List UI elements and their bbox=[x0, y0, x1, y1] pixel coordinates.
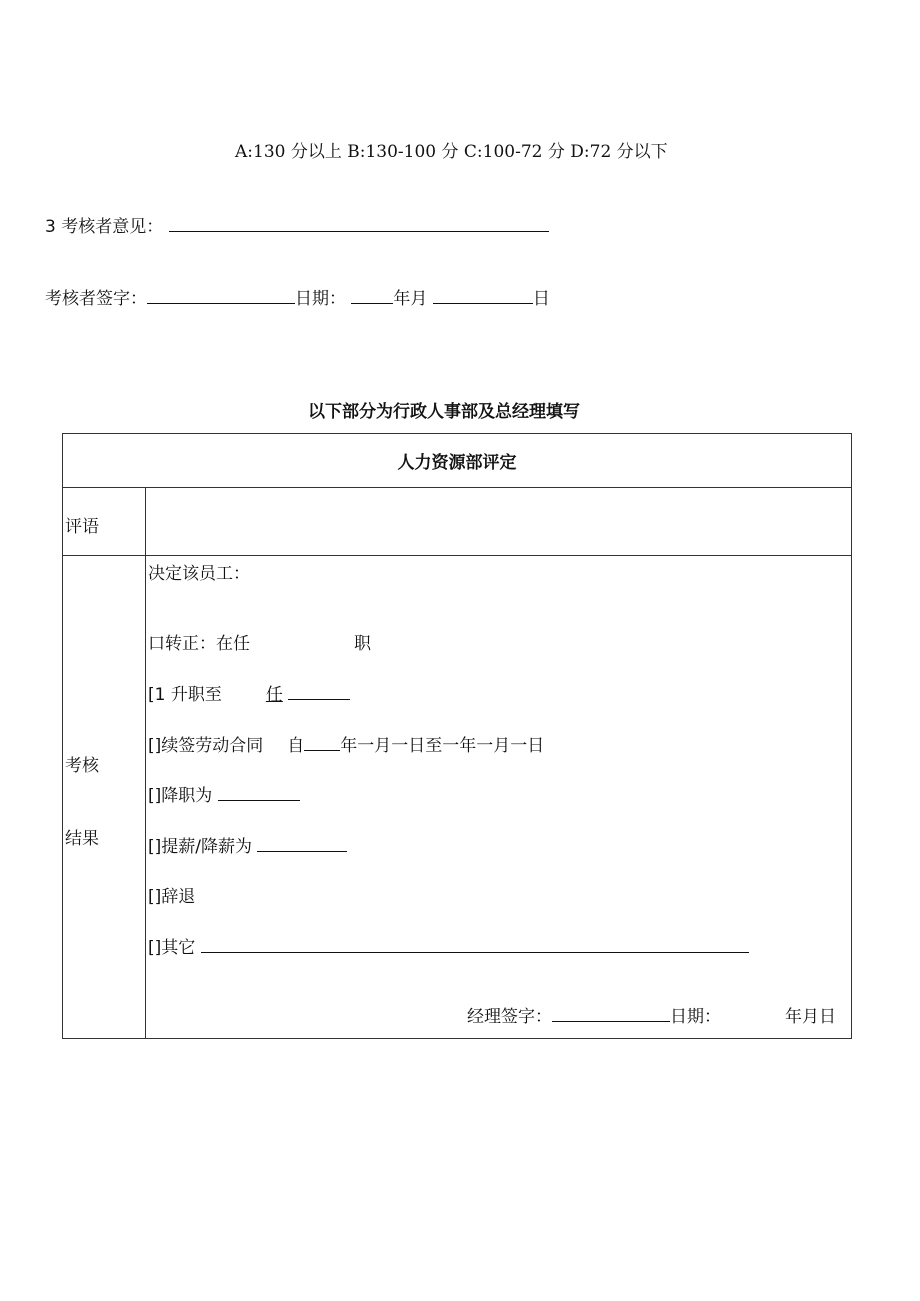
option-dismiss-label: []辞退 bbox=[148, 887, 196, 907]
option-salary-blank[interactable] bbox=[257, 850, 347, 852]
result-label-cell bbox=[63, 556, 146, 1039]
decision-intro: 决定该员工： bbox=[148, 564, 250, 584]
manager-sign-row bbox=[467, 1002, 836, 1027]
reviewer-opinion-label: 3 考核者意见： bbox=[45, 217, 164, 237]
option-other[interactable] bbox=[148, 933, 749, 958]
manager-sign-blank[interactable] bbox=[552, 1020, 670, 1022]
option-confirm[interactable] bbox=[148, 629, 371, 654]
result-content-cell bbox=[146, 556, 852, 1039]
option-promote-blank[interactable] bbox=[288, 698, 350, 700]
option-promote-prefix: [1 升职至 bbox=[148, 685, 222, 705]
hr-table-title: 人力资源部评定 bbox=[63, 434, 852, 488]
option-renew-rest: 年一月一日至一年一月一日 bbox=[340, 736, 545, 756]
reviewer-sign-row bbox=[45, 284, 550, 309]
option-renew-blank[interactable] bbox=[304, 749, 340, 751]
reviewer-date-day-blank[interactable] bbox=[433, 302, 533, 304]
option-salary-label: []提薪/降薪为 bbox=[148, 837, 252, 857]
option-demote[interactable] bbox=[148, 781, 300, 806]
comment-label: 评语 bbox=[65, 517, 99, 537]
option-other-label: []其它 bbox=[148, 938, 196, 958]
reviewer-day: 日 bbox=[532, 289, 550, 309]
option-renew-prefix: []续签劳动合同 bbox=[148, 736, 264, 756]
reviewer-opinion-blank[interactable] bbox=[169, 230, 549, 232]
manager-sign-label: 经理签字： bbox=[467, 1007, 552, 1027]
reviewer-year-month: 年月 bbox=[393, 289, 428, 309]
option-promote-ren: 任 bbox=[265, 685, 283, 705]
reviewer-opinion-row bbox=[45, 212, 549, 237]
result-label-line-1: 考核 bbox=[65, 756, 99, 776]
option-renew[interactable] bbox=[148, 731, 544, 756]
option-promote[interactable] bbox=[148, 680, 350, 705]
comment-input-cell[interactable] bbox=[146, 488, 852, 556]
option-confirm-suffix: 职 bbox=[354, 634, 371, 654]
grade-scale: A:130 分以上 B:130-100 分 C:100-72 分 D:72 分以下 bbox=[235, 142, 668, 162]
hr-evaluation-table bbox=[62, 433, 852, 1039]
result-label-line-2: 结果 bbox=[65, 829, 99, 849]
reviewer-date-year-blank[interactable] bbox=[351, 302, 393, 304]
option-salary[interactable] bbox=[148, 832, 347, 857]
option-demote-blank[interactable] bbox=[218, 799, 300, 801]
option-confirm-prefix: 口转正：在任 bbox=[148, 634, 250, 654]
section-heading: 以下部分为行政人事部及总经理填写 bbox=[308, 402, 580, 422]
comment-label-cell bbox=[63, 488, 146, 556]
option-demote-label: []降职为 bbox=[148, 786, 213, 806]
reviewer-sign-blank[interactable] bbox=[147, 302, 295, 304]
option-dismiss[interactable] bbox=[148, 882, 195, 907]
manager-date-label: 日期： bbox=[670, 1007, 721, 1027]
option-renew-from: 自 bbox=[287, 736, 305, 756]
reviewer-date-label: 日期： bbox=[295, 289, 346, 309]
manager-date-rest: 年月日 bbox=[785, 1007, 836, 1027]
option-other-blank[interactable] bbox=[201, 951, 749, 953]
reviewer-sign-label: 考核者签字： bbox=[45, 289, 147, 309]
